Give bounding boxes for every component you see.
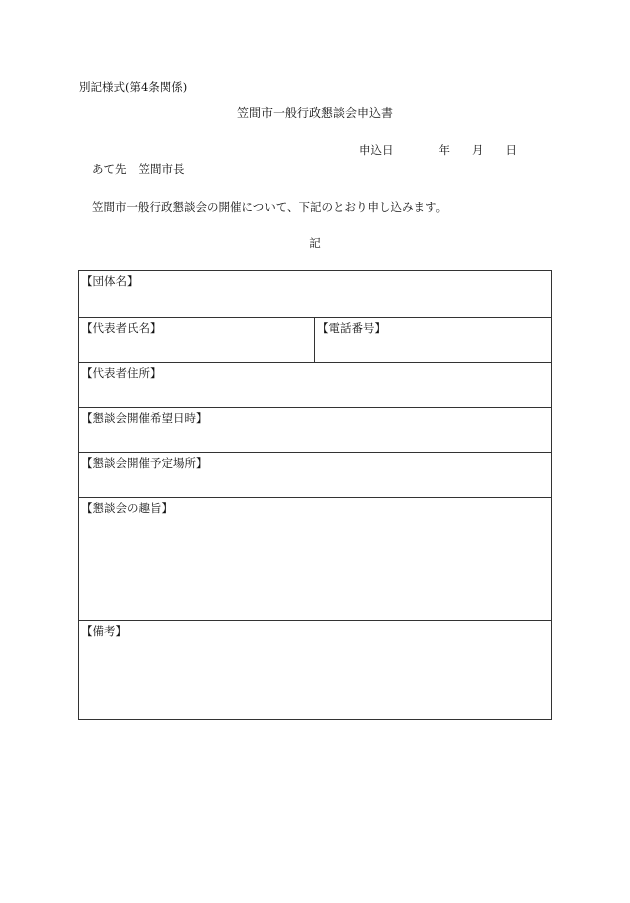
desired-datetime-field[interactable] <box>79 407 551 452</box>
phone-number-field[interactable] <box>315 318 551 362</box>
date-year-label: 年 <box>438 143 450 157</box>
addressee-line <box>92 164 185 176</box>
application-date-line <box>359 145 517 157</box>
addressee-prefix: あて先 <box>92 162 127 176</box>
ki-heading: 記 <box>309 236 321 250</box>
date-day-label: 日 <box>505 143 517 157</box>
representative-name-field[interactable] <box>79 318 315 362</box>
date-month-label: 月 <box>472 143 484 157</box>
desired-datetime-label: 【懇談会開催希望日時】 <box>81 411 208 425</box>
application-date-label: 申込日 <box>359 143 394 157</box>
group-name-field[interactable] <box>79 271 551 317</box>
remarks-label: 【備考】 <box>81 624 127 638</box>
form-reference: 別記様式(第4条関係) <box>79 80 188 94</box>
representative-address-label: 【代表者住所】 <box>81 366 162 380</box>
application-form-table <box>78 270 552 720</box>
addressee-name: 笠間市長 <box>138 162 185 176</box>
group-name-label: 【団体名】 <box>81 274 139 288</box>
meeting-purpose-field[interactable] <box>79 497 551 620</box>
meeting-purpose-label: 【懇談会の趣旨】 <box>81 501 173 515</box>
representative-name-label: 【代表者氏名】 <box>81 321 162 335</box>
document-title: 笠間市一般行政懇談会申込書 <box>236 106 393 120</box>
representative-address-field[interactable] <box>79 362 551 407</box>
planned-venue-label: 【懇談会開催予定場所】 <box>81 456 208 470</box>
remarks-field[interactable] <box>79 620 551 719</box>
representative-row <box>79 317 551 362</box>
phone-number-label: 【電話番号】 <box>317 321 386 335</box>
intro-sentence: 笠間市一般行政懇談会の開催について、下記のとおり申し込みます。 <box>92 200 448 214</box>
planned-venue-field[interactable] <box>79 452 551 497</box>
